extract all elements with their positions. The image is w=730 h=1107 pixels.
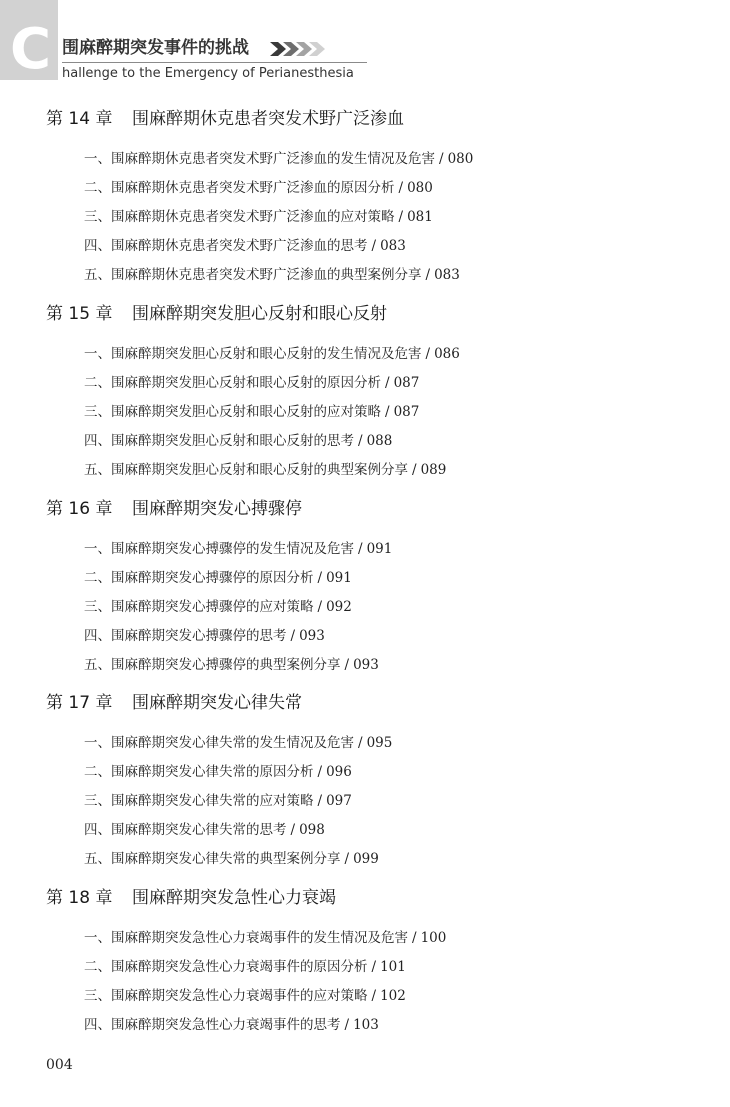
chapter-18 — [46, 886, 686, 1044]
chapter-number: 第 18 章 — [46, 888, 113, 908]
chapter-title: 围麻醉期突发心律失常 — [132, 693, 302, 713]
entry-text: 四、围麻醉期休克患者突发术野广泛渗血的思考 — [84, 238, 368, 254]
entry-text: 二、围麻醉期突发心律失常的原因分析 — [84, 764, 314, 780]
entry-text: 一、围麻醉期突发急性心力衰竭事件的发生情况及危害 — [84, 930, 408, 946]
entry-text: 二、围麻醉期突发心搏骤停的原因分析 — [84, 570, 314, 586]
entry-text: 一、围麻醉期休克患者突发术野广泛渗血的发生情况及危害 — [84, 151, 435, 167]
entry-text: 五、围麻醉期突发胆心反射和眼心反射的典型案例分享 — [84, 462, 408, 478]
entry-page: 091 — [326, 570, 352, 586]
entry-page: 102 — [380, 988, 406, 1004]
entry-text: 一、围麻醉期突发心搏骤停的发生情况及危害 — [84, 541, 354, 557]
entry-page: 098 — [299, 822, 325, 838]
chapter-entries — [46, 733, 686, 878]
chapter-heading — [46, 107, 686, 131]
page-number: 004 — [46, 1057, 73, 1073]
entry-text: 二、围麻醉期休克患者突发术野广泛渗血的原因分析 — [84, 180, 395, 196]
toc-entry[interactable]: 三、围麻醉期休克患者突发术野广泛渗血的应对策略 / 081 — [84, 209, 433, 225]
entry-page: 096 — [326, 764, 352, 780]
entry-text: 五、围麻醉期突发心搏骤停的典型案例分享 — [84, 657, 341, 673]
entry-page: 089 — [420, 462, 447, 478]
toc-entry[interactable]: 二、围麻醉期突发心律失常的原因分析 / 096 — [84, 764, 352, 780]
entry-page: 093 — [353, 657, 379, 673]
chapter-title: 围麻醉期突发胆心反射和眼心反射 — [132, 304, 387, 324]
chapter-heading — [46, 886, 686, 910]
chapter-number: 第 14 章 — [46, 109, 113, 129]
toc-entry[interactable]: 一、围麻醉期突发心搏骤停的发生情况及危害 / 091 — [84, 541, 393, 557]
chapter-16 — [46, 497, 686, 684]
toc-entry[interactable]: 三、围麻醉期突发心律失常的应对策略 / 097 — [84, 793, 352, 809]
entry-page: 091 — [366, 541, 393, 557]
toc-entry[interactable]: 一、围麻醉期休克患者突发术野广泛渗血的发生情况及危害 / 080 — [84, 151, 474, 167]
entry-page: 087 — [393, 375, 420, 391]
toc-entry[interactable]: 四、围麻醉期休克患者突发术野广泛渗血的思考 / 083 — [84, 238, 406, 254]
toc-entry[interactable]: 五、围麻醉期突发心搏骤停的典型案例分享 / 093 — [84, 657, 379, 673]
entry-page: 095 — [366, 735, 393, 751]
chapter-number: 第 16 章 — [46, 499, 113, 519]
chapter-entries — [46, 928, 686, 1044]
chapter-number: 第 17 章 — [46, 693, 113, 713]
chapter-heading — [46, 691, 686, 715]
toc-entry[interactable]: 三、围麻醉期突发胆心反射和眼心反射的应对策略 / 087 — [84, 404, 420, 420]
entry-text: 五、围麻醉期休克患者突发术野广泛渗血的典型案例分享 — [84, 267, 422, 283]
entry-text: 一、围麻醉期突发胆心反射和眼心反射的发生情况及危害 — [84, 346, 422, 362]
entry-page: 087 — [393, 404, 420, 420]
chapter-title: 围麻醉期突发急性心力衰竭 — [132, 888, 336, 908]
toc-entry[interactable]: 二、围麻醉期突发心搏骤停的原因分析 / 091 — [84, 570, 352, 586]
header-initial-letter: C — [10, 17, 52, 82]
entry-page: 093 — [299, 628, 325, 644]
entry-text: 三、围麻醉期休克患者突发术野广泛渗血的应对策略 — [84, 209, 395, 225]
chapter-entries — [46, 344, 686, 489]
entry-text: 五、围麻醉期突发心律失常的典型案例分享 — [84, 851, 341, 867]
toc-entry[interactable]: 四、围麻醉期突发急性心力衰竭事件的思考 / 103 — [84, 1017, 379, 1033]
toc-entry[interactable]: 五、围麻醉期休克患者突发术野广泛渗血的典型案例分享 / 083 — [84, 267, 460, 283]
entry-page: 103 — [353, 1017, 379, 1033]
entry-text: 三、围麻醉期突发心搏骤停的应对策略 — [84, 599, 314, 615]
toc-entry[interactable]: 一、围麻醉期突发急性心力衰竭事件的发生情况及危害 / 100 — [84, 930, 447, 946]
entry-page: 101 — [380, 959, 406, 975]
entry-text: 一、围麻醉期突发心律失常的发生情况及危害 — [84, 735, 354, 751]
toc-entry[interactable]: 二、围麻醉期突发胆心反射和眼心反射的原因分析 / 087 — [84, 375, 420, 391]
entry-page: 081 — [407, 209, 433, 225]
entry-page: 083 — [434, 267, 460, 283]
entry-text: 四、围麻醉期突发心搏骤停的思考 — [84, 628, 287, 644]
header-divider — [62, 62, 367, 63]
entry-text: 二、围麻醉期突发急性心力衰竭事件的原因分析 — [84, 959, 368, 975]
toc-entry[interactable]: 三、围麻醉期突发心搏骤停的应对策略 / 092 — [84, 599, 352, 615]
chapter-heading — [46, 497, 686, 521]
chapter-title: 围麻醉期休克患者突发术野广泛渗血 — [132, 109, 404, 129]
chapter-15 — [46, 302, 686, 489]
entry-page: 100 — [420, 930, 447, 946]
chapter-entries — [46, 149, 686, 294]
entry-text: 四、围麻醉期突发胆心反射和眼心反射的思考 — [84, 433, 354, 449]
toc-entry[interactable]: 五、围麻醉期突发胆心反射和眼心反射的典型案例分享 / 089 — [84, 462, 447, 478]
toc-entry[interactable]: 四、围麻醉期突发心搏骤停的思考 / 093 — [84, 628, 325, 644]
chapter-title: 围麻醉期突发心搏骤停 — [132, 499, 302, 519]
chapter-14 — [46, 107, 686, 294]
running-header — [0, 0, 730, 96]
toc-entry[interactable]: 五、围麻醉期突发心律失常的典型案例分享 / 099 — [84, 851, 379, 867]
entry-text: 三、围麻醉期突发急性心力衰竭事件的应对策略 — [84, 988, 368, 1004]
entry-page: 092 — [326, 599, 352, 615]
entry-page: 088 — [366, 433, 393, 449]
chapter-17 — [46, 691, 686, 878]
entry-text: 三、围麻醉期突发心律失常的应对策略 — [84, 793, 314, 809]
toc-entry[interactable]: 一、围麻醉期突发胆心反射和眼心反射的发生情况及危害 / 086 — [84, 346, 460, 362]
header-title: 围麻醉期突发事件的挑战 — [62, 38, 249, 58]
toc-entry[interactable]: 二、围麻醉期突发急性心力衰竭事件的原因分析 / 101 — [84, 959, 406, 975]
entry-text: 二、围麻醉期突发胆心反射和眼心反射的原因分析 — [84, 375, 381, 391]
toc-entry[interactable]: 一、围麻醉期突发心律失常的发生情况及危害 / 095 — [84, 735, 393, 751]
toc-entry[interactable]: 四、围麻醉期突发胆心反射和眼心反射的思考 / 088 — [84, 433, 393, 449]
toc-entry[interactable]: 四、围麻醉期突发心律失常的思考 / 098 — [84, 822, 325, 838]
chapter-entries — [46, 539, 686, 684]
toc-entry[interactable]: 二、围麻醉期休克患者突发术野广泛渗血的原因分析 / 080 — [84, 180, 433, 196]
entry-page: 080 — [447, 151, 474, 167]
chevron-arrows-icon — [270, 40, 326, 58]
header-subtitle: hallenge to the Emergency of Perianesthesia — [62, 66, 354, 81]
chapter-heading — [46, 302, 686, 326]
chapter-number: 第 15 章 — [46, 304, 113, 324]
entry-text: 四、围麻醉期突发心律失常的思考 — [84, 822, 287, 838]
entry-page: 083 — [380, 238, 406, 254]
entry-page: 080 — [407, 180, 433, 196]
entry-text: 三、围麻醉期突发胆心反射和眼心反射的应对策略 — [84, 404, 381, 420]
entry-page: 097 — [326, 793, 352, 809]
entry-page: 086 — [434, 346, 460, 362]
entry-page: 099 — [353, 851, 379, 867]
entry-text: 四、围麻醉期突发急性心力衰竭事件的思考 — [84, 1017, 341, 1033]
toc-entry[interactable]: 三、围麻醉期突发急性心力衰竭事件的应对策略 / 102 — [84, 988, 406, 1004]
